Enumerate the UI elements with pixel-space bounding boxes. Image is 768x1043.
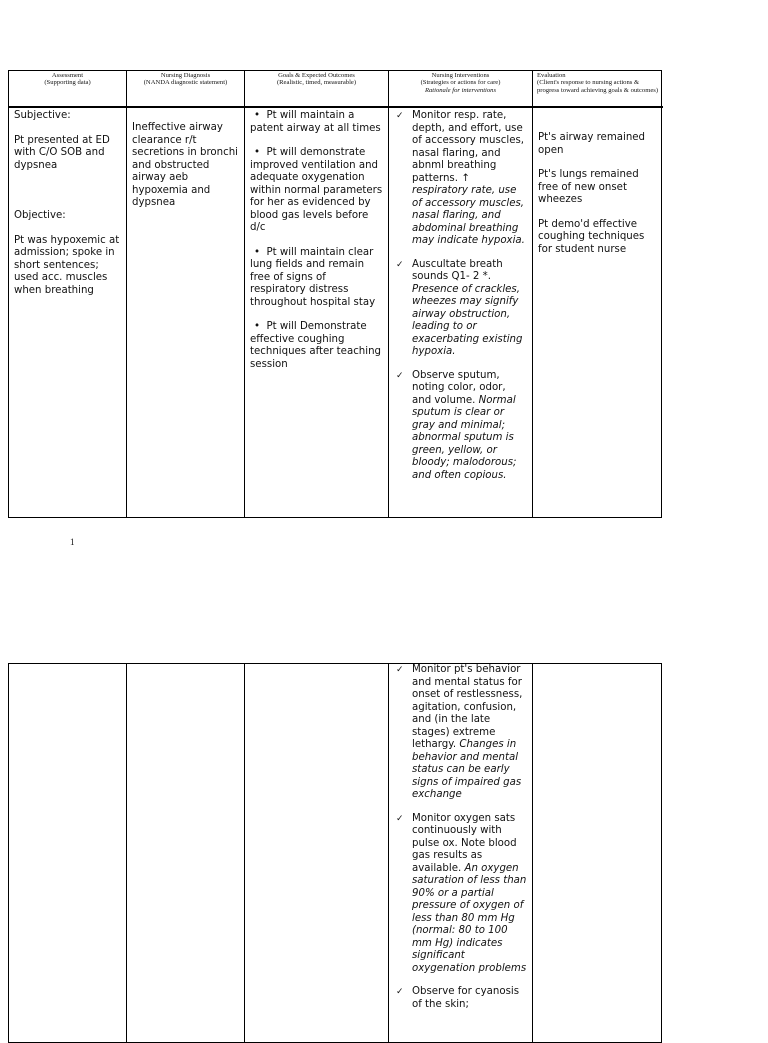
page-number: 1 bbox=[70, 537, 75, 547]
header-interventions-sub: (Strategies or actions for care) bbox=[420, 79, 501, 87]
goal-item: • Pt will Demonstrate effective coughing techniques after teaching session bbox=[250, 321, 381, 370]
header-assessment bbox=[9, 71, 127, 108]
care-plan-table-page-1 bbox=[8, 70, 662, 518]
intervention-action: Monitor resp. rate, depth, and effort, use of accessory muscles, nasal flaring, and abnml breathing patterns. bbox=[412, 110, 525, 184]
evaluation-text: Pt's lungs remained free of new onset wheezes bbox=[538, 169, 639, 205]
header-diagnosis-title: Nursing Diagnosis bbox=[160, 72, 211, 79]
goal-item: • Pt will maintain clear lung fields and remain free of signs of respiratory distress throughout hospital stay bbox=[250, 246, 376, 308]
evaluation-cell bbox=[533, 108, 663, 517]
goals-cell bbox=[245, 108, 389, 517]
intervention-item bbox=[394, 813, 527, 976]
intervention-rationale: ↑ respiratory rate, use of accessory muscles, nasal flaring, and abdominal breathing may indicate hypoxia. bbox=[412, 172, 525, 246]
intervention-rationale: Presence of crackles, wheezes may signify airway obstruction, leading to or exacerbating existing hypoxia. bbox=[412, 283, 523, 357]
evaluation-text: Pt's airway remained open bbox=[538, 132, 646, 156]
header-goals-title: Goals & Expected Outcomes bbox=[278, 72, 355, 79]
goals-cell-empty bbox=[245, 664, 389, 1042]
assessment-cell-empty bbox=[9, 664, 127, 1042]
evaluation-text: Pt demo'd effective coughing techniques for student nurse bbox=[538, 218, 645, 255]
header-evaluation-title: Evaluation bbox=[537, 72, 566, 79]
intervention-rationale: An oxygen saturation of less than 90% or a partial pressure of oxygen of less than 80 mm Hg (normal: 80 to 100 mm Hg) indicates significant oxygenation problems bbox=[412, 862, 527, 974]
evaluation-cell-empty bbox=[533, 664, 663, 1042]
diagnosis-cell-empty bbox=[127, 664, 245, 1042]
intervention-rationale: Changes in behavior and mental status can be early signs of impaired gas exchange bbox=[412, 739, 522, 800]
goal-text: Pt will demonstrate improved ventilation and adequate oxygenation within normal parameters for her as evidenced by blood gas levels before d/c bbox=[250, 147, 383, 233]
goal-item: • Pt will maintain a patent airway at all times bbox=[250, 110, 381, 134]
goal-text: Pt will maintain a patent airway at all times bbox=[250, 110, 381, 134]
goal-text: Pt will maintain clear lung fields and remain free of signs of respiratory distress throughout hospital stay bbox=[250, 246, 376, 308]
subjective-label: Subjective: bbox=[14, 110, 71, 121]
header-evaluation bbox=[533, 71, 663, 108]
intervention-action: Monitor oxygen sats continuously with pulse ox. Note blood gas results as available. bbox=[412, 812, 517, 874]
objective-label: Objective: bbox=[14, 210, 66, 221]
intervention-item bbox=[394, 259, 527, 359]
goal-item: • Pt will demonstrate improved ventilation and adequate oxygenation within normal parameters for her as evidenced by blood gas levels before d/c bbox=[250, 147, 383, 233]
care-plan-table-page-2 bbox=[8, 663, 662, 1043]
intervention-action: Observe sputum, noting color, odor, and volume. bbox=[412, 369, 506, 406]
intervention-action: Observe for cyanosis of the skin; bbox=[412, 986, 520, 1010]
assessment-cell bbox=[9, 108, 127, 517]
diagnosis-cell bbox=[127, 108, 245, 517]
header-goals-sub: (Realistic, timed, measurable) bbox=[276, 79, 357, 87]
diagnosis-text: Ineffective airway clearance r/t secretions in bronchi and obstructed airway aeb hypoxemia and dypsnea bbox=[132, 122, 239, 208]
intervention-rationale: Normal sputum is clear or gray and minimal; abnormal sputum is green, yellow, or bloody; malodorous; and often copious. bbox=[412, 394, 517, 481]
header-diagnosis bbox=[127, 71, 245, 108]
header-interventions bbox=[389, 71, 533, 108]
header-assessment-title: Assessment bbox=[51, 72, 84, 79]
header-evaluation-sub: (Client's response to nursing actions & progress toward achieving goals & outcomes) bbox=[537, 79, 659, 94]
interventions-cell bbox=[389, 108, 533, 517]
header-interventions-rationale: Rationale for interventions bbox=[424, 86, 497, 94]
goal-text: Pt will Demonstrate effective coughing techniques after teaching session bbox=[250, 321, 381, 370]
interventions-list bbox=[394, 110, 527, 482]
header-diagnosis-sub: (NANDA diagnostic statement) bbox=[143, 79, 228, 87]
header-goals bbox=[245, 71, 389, 108]
intervention-item bbox=[394, 370, 527, 483]
subjective-text: Pt presented at ED with C/O SOB and dypsnea bbox=[14, 134, 110, 171]
interventions-list-continued bbox=[394, 664, 527, 1011]
intervention-item bbox=[394, 664, 527, 802]
header-assessment-sub: (Supporting data) bbox=[44, 79, 91, 87]
intervention-action: Monitor pt's behavior and mental status for onset of restlessness, agitation, confusion, and (in the late stages) extreme lethargy. bbox=[412, 664, 523, 750]
interventions-cell-continued bbox=[389, 664, 533, 1042]
intervention-item bbox=[394, 110, 527, 248]
header-interventions-title: Nursing Interventions bbox=[431, 72, 490, 79]
intervention-action: Auscultate breath sounds Q1- 2 *. bbox=[412, 258, 503, 282]
intervention-item bbox=[394, 986, 527, 1011]
objective-text: Pt was hypoxemic at admission; spoke in short sentences; used acc. muscles when breathing bbox=[14, 234, 120, 296]
